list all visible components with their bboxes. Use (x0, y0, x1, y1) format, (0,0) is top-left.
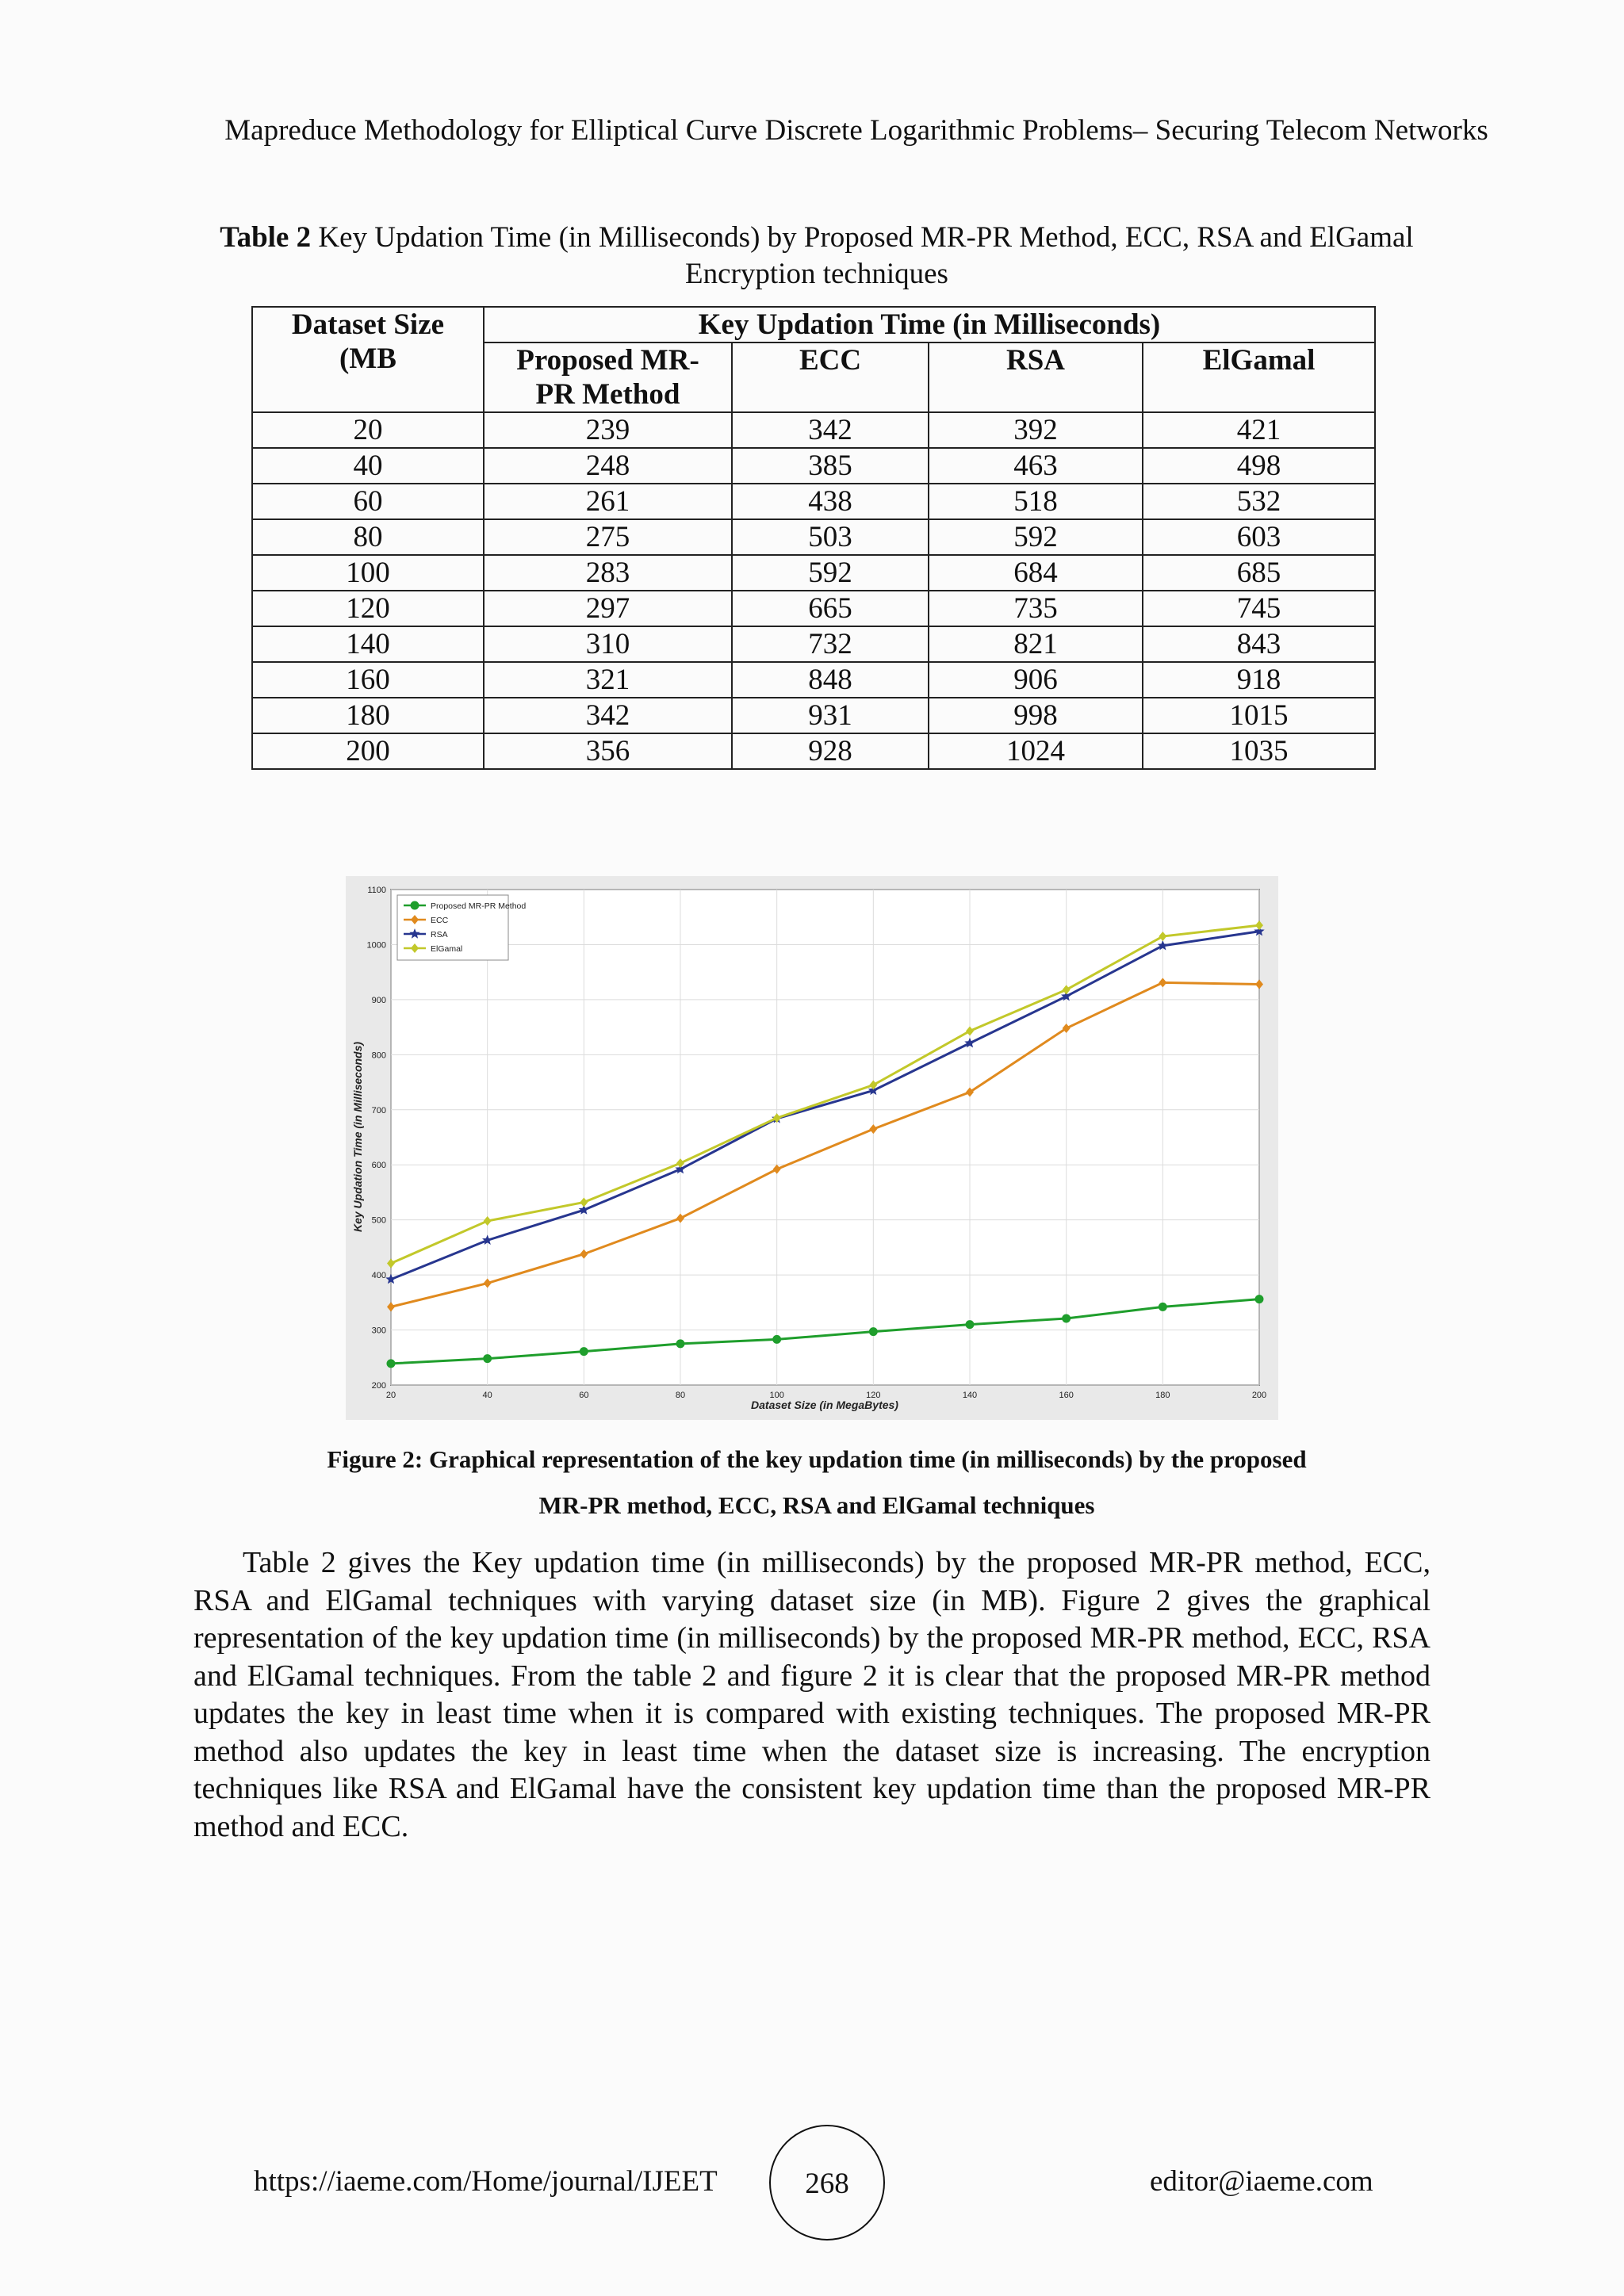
table-cell: 80 (252, 519, 484, 555)
x-tick-label: 120 (866, 1391, 881, 1400)
legend-label-ecc: ECC (431, 916, 449, 925)
y-tick-label: 300 (371, 1326, 386, 1336)
table-row (252, 448, 1375, 484)
table-cell: 20 (252, 412, 484, 448)
table-cell: 665 (732, 591, 929, 626)
table-cell: 685 (1143, 555, 1375, 591)
data-point-proposed-mr-pr-method (676, 1340, 684, 1348)
table-row (252, 626, 1375, 662)
table-cell: 684 (929, 555, 1143, 591)
table-cell: 592 (929, 519, 1143, 555)
legend-label-elgamal: ElGamal (431, 944, 463, 954)
table-cell: 321 (484, 662, 732, 698)
data-point-proposed-mr-pr-method (1255, 1295, 1263, 1303)
data-point-proposed-mr-pr-method (387, 1360, 395, 1368)
legend-label-rsa: RSA (431, 930, 448, 939)
table-row (252, 412, 1375, 448)
figure-2-chart (346, 876, 1278, 1420)
table-cell: 735 (929, 591, 1143, 626)
table-body (252, 412, 1375, 769)
x-tick-label: 60 (579, 1391, 589, 1400)
table-cell: 532 (1143, 484, 1375, 519)
table-cell: 239 (484, 412, 732, 448)
footer-url-link[interactable]: https://iaeme.com/Home/journal/IJEET (254, 2165, 718, 2198)
table-cell: 1035 (1143, 733, 1375, 769)
table-row (252, 591, 1375, 626)
table-cell: 40 (252, 448, 484, 484)
data-point-proposed-mr-pr-method (869, 1328, 877, 1336)
x-tick-label: 100 (769, 1391, 784, 1400)
table-cell: 261 (484, 484, 732, 519)
table-cell: 843 (1143, 626, 1375, 662)
table-cell: 283 (484, 555, 732, 591)
table-cell: 120 (252, 591, 484, 626)
table-row (252, 484, 1375, 519)
data-point-proposed-mr-pr-method (773, 1335, 781, 1343)
table-cell: 918 (1143, 662, 1375, 698)
table-cell: 998 (929, 698, 1143, 733)
legend-label-proposed-mr-pr-method: Proposed MR-PR Method (431, 901, 527, 911)
col-header-rsa: RSA (929, 342, 1143, 412)
table-cell: 928 (732, 733, 929, 769)
table-cell: 100 (252, 555, 484, 591)
col-header-mrpr: Proposed MR-PR Method (484, 342, 732, 412)
figure-caption-line1: Figure 2: Graphical representation of the key updation time (in milliseconds) by the proposed (327, 1445, 1307, 1473)
table-cell: 421 (1143, 412, 1375, 448)
data-point-proposed-mr-pr-method (966, 1321, 974, 1329)
table-cell: 392 (929, 412, 1143, 448)
table-cell: 342 (484, 698, 732, 733)
col-header-elgamal: ElGamal (1143, 342, 1375, 412)
x-tick-label: 180 (1155, 1391, 1170, 1400)
line-chart (346, 876, 1278, 1420)
y-tick-label: 900 (371, 995, 386, 1005)
x-tick-label: 140 (962, 1391, 978, 1400)
x-tick-label: 20 (385, 1391, 396, 1400)
col-header-ecc: ECC (732, 342, 929, 412)
data-point-proposed-mr-pr-method (484, 1355, 492, 1363)
table-cell: 503 (732, 519, 929, 555)
key-updation-table (251, 306, 1376, 770)
table-cell: 180 (252, 698, 484, 733)
table-cell: 200 (252, 733, 484, 769)
table-row (252, 662, 1375, 698)
table-cell: 160 (252, 662, 484, 698)
table-row (252, 519, 1375, 555)
y-tick-label: 200 (371, 1381, 386, 1391)
table-caption (182, 220, 1451, 293)
table-cell: 745 (1143, 591, 1375, 626)
table-cell: 438 (732, 484, 929, 519)
data-point-proposed-mr-pr-method (1063, 1314, 1071, 1322)
x-tick-label: 200 (1251, 1391, 1267, 1400)
x-tick-label: 160 (1059, 1391, 1074, 1400)
x-tick-label: 40 (482, 1391, 492, 1400)
figure-caption (182, 1437, 1451, 1529)
y-tick-label: 1000 (366, 940, 386, 951)
body-paragraph-text: Table 2 gives the Key updation time (in milliseconds) by the proposed MR-PR method, ECC, RSA and ElGamal techniques with varying dataset size (in MB). Figure 2 gives the graphical representation of the key updation time (in milliseconds) by the proposed MR-PR method, ECC, RSA and ElGamal techniques. From the table 2 and figure 2 it is clear that the proposed MR-PR method updates the key in least time when it is compared with existing techniques. The proposed MR-PR method also updates the key in least time when the dataset size is increasing. The encryption techniques like RSA and ElGamal have the consistent key updation time than the proposed MR-PR method and ECC. (193, 1546, 1431, 1843)
col-header-group: Key Updation Time (in Milliseconds) (484, 307, 1375, 342)
table-cell: 906 (929, 662, 1143, 698)
y-tick-label: 600 (371, 1161, 386, 1171)
table-cell: 518 (929, 484, 1143, 519)
y-tick-label: 700 (371, 1105, 386, 1115)
table-cell: 848 (732, 662, 929, 698)
data-point-proposed-mr-pr-method (580, 1348, 588, 1356)
data-point-proposed-mr-pr-method (1159, 1303, 1166, 1311)
table-cell: 297 (484, 591, 732, 626)
chart-legend (397, 895, 526, 960)
table-cell: 60 (252, 484, 484, 519)
table-cell: 385 (732, 448, 929, 484)
table-caption-label: Table 2 (220, 221, 312, 254)
y-tick-label: 1100 (367, 886, 386, 895)
table-row (252, 698, 1375, 733)
x-tick-label: 80 (675, 1391, 686, 1400)
y-tick-label: 500 (371, 1215, 386, 1226)
running-title: Mapreduce Methodology for Elliptical Curve Discrete Logarithmic Problems– Securing Telecom Networks (224, 114, 1488, 147)
table-cell: 821 (929, 626, 1143, 662)
table-cell: 248 (484, 448, 732, 484)
body-paragraph (193, 1544, 1431, 1846)
table-cell: 592 (732, 555, 929, 591)
table-cell: 498 (1143, 448, 1375, 484)
page-number: 268 (769, 2125, 885, 2241)
table-cell: 310 (484, 626, 732, 662)
legend-marker-proposed-mr-pr-method (411, 901, 419, 909)
x-axis-label: Dataset Size (in MegaBytes) (751, 1399, 898, 1411)
table-row (252, 555, 1375, 591)
table-cell: 342 (732, 412, 929, 448)
figure-caption-line2: MR-PR method, ECC, RSA and ElGamal techniques (538, 1491, 1095, 1519)
y-tick-label: 800 (371, 1050, 386, 1061)
table-caption-text: Key Updation Time (in Milliseconds) by Proposed MR-PR Method, ECC, RSA and ElGamal Encryption techniques (311, 221, 1414, 290)
table-cell: 931 (732, 698, 929, 733)
table-cell: 463 (929, 448, 1143, 484)
table-cell: 356 (484, 733, 732, 769)
table-row (252, 733, 1375, 769)
table-cell: 140 (252, 626, 484, 662)
y-tick-label: 400 (371, 1271, 386, 1281)
y-axis-label: Key Updation Time (in Milliseconds) (351, 1041, 364, 1233)
table-cell: 1024 (929, 733, 1143, 769)
footer-email-link[interactable]: editor@iaeme.com (1150, 2165, 1373, 2198)
table-cell: 732 (732, 626, 929, 662)
table-cell: 275 (484, 519, 732, 555)
table-cell: 603 (1143, 519, 1375, 555)
col-header-dataset: Dataset Size (MB (252, 307, 484, 412)
table-cell: 1015 (1143, 698, 1375, 733)
